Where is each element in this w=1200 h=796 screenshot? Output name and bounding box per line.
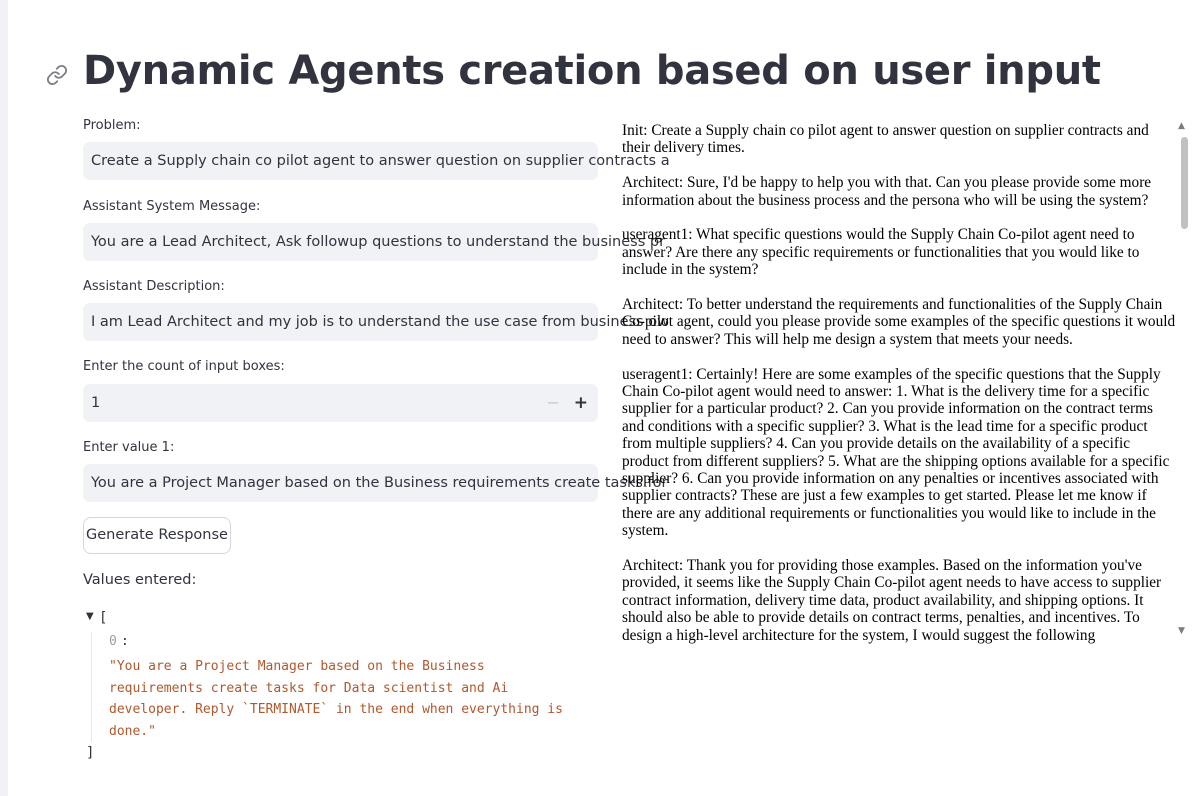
scrollbar-thumb[interactable] [1181,137,1188,229]
page-title: Dynamic Agents creation based on user input [83,48,1101,94]
link-icon[interactable] [46,64,68,86]
chat-message: Architect: Thank you for providing those examples. Based on the information you've provided, it seems like the Supply Chain Co-pilot agent needs to have access to supplier contract information, delivery time data, product availability, and shipping options. It should also be able to provide details on contract terms, penalties, and incentives. To design a high-level architecture for the system, I would suggest the following [622,557,1162,644]
json-open-bracket: [ [99,610,108,626]
json-close-bracket: ] [86,745,95,761]
chat-message: useragent1: What specific questions would the Supply Chain Co-pilot agent need to answer? Are there any specific requirements or functionalities that you would like to include in the system? [622,226,1140,279]
problem-label: Problem: [83,118,141,133]
description-label: Assistant Description: [83,279,225,294]
json-colon: : [121,634,129,649]
left-rail [0,0,8,796]
system-message-label: Assistant System Message: [83,199,261,214]
value1-input[interactable]: You are a Project Manager based on the Business requirements create tasks for [83,464,598,502]
json-index: 0 [109,634,117,649]
chat-message: Init: Create a Supply chain co pilot agent to answer question on supplier contracts and their delivery times. [622,122,1149,157]
json-collapse-toggle-icon[interactable]: ▼ [86,611,94,622]
value1-label: Enter value 1: [83,440,175,455]
chat-transcript[interactable] [622,122,1178,644]
chat-message: useragent1: Certainly! Here are some examples of the specific questions that the Supply Chain Co-pilot agent would need to answer: 1. What is the delivery time for a specific supplier for a particular product? 2. Can you provide information on the contract terms and conditions with a specific supplier? 3. What is the lead time for a specific product from multiple suppliers? 4. Can you provide details on the availability of a specific product from different suppliers? 5. What are the shipping options available for a specific supplier? 6. Can you provide information on any penalties or incentives associated with supplier contracts? These are just a few examples to get started. Please let me know if there are any additional requirements or functionalities you would like to include in the system. [622,365,1170,540]
decrement-button[interactable]: − [546,393,560,412]
count-value[interactable]: 1 [91,395,101,411]
json-string-value: "You are a Project Manager based on the Business requirements create tasks for Data scientist and Ai developer. Reply `TERMINATE` in the end when everything is done." [109,659,563,740]
values-entered-label: Values entered: [83,572,197,588]
generate-response-button[interactable]: Generate Response [83,517,231,554]
scroll-down-arrow-icon[interactable]: ▼ [1178,626,1185,636]
scroll-up-arrow-icon[interactable]: ▲ [1178,121,1185,131]
count-label: Enter the count of input boxes: [83,359,285,374]
increment-button[interactable]: + [573,393,588,413]
problem-input[interactable]: Create a Supply chain co pilot agent to answer question on supplier contracts a [83,142,598,180]
description-input[interactable]: I am Lead Architect and my job is to understand the use case from business ow [83,303,598,341]
chat-message: Architect: To better understand the requirements and functionalities of the Supply Chain Co-pilot agent, could you please provide some examples of the specific questions it would need to answer? This will help me design a system that meets your needs. [622,296,1176,348]
chat-message: Architect: Sure, I'd be happy to help you with that. Can you please provide some more information about the business process and the persona who will be using the system? [622,174,1152,209]
json-indent-guide [91,632,92,742]
system-message-input[interactable]: You are a Lead Architect, Ask followup questions to understand the business pr [83,223,598,261]
count-number-input[interactable] [83,384,598,422]
